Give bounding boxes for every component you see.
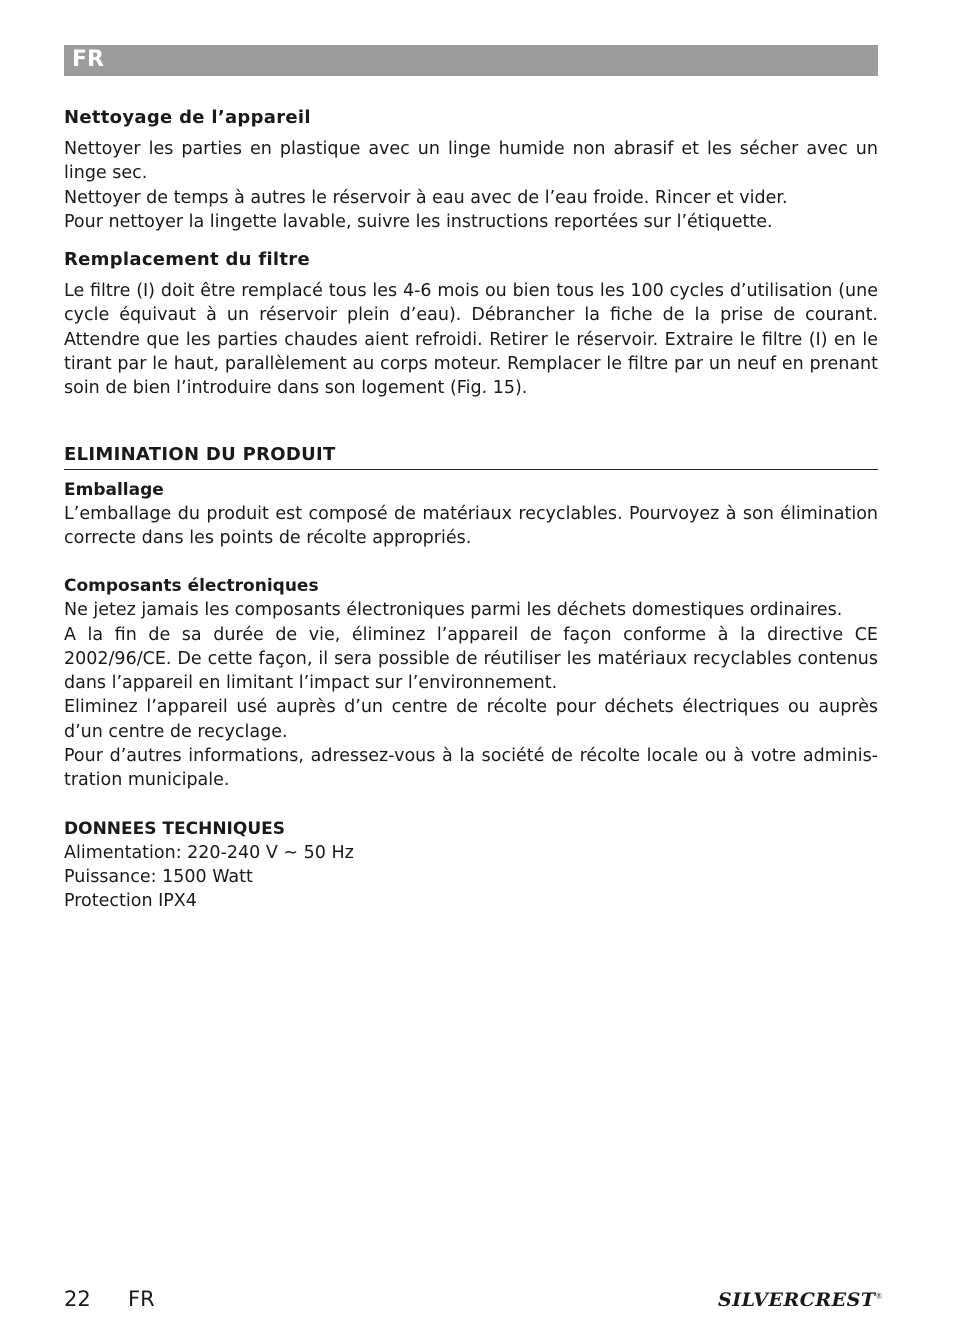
language-label: FR (72, 47, 104, 72)
electronics-paragraph-4: Pour d’autres informations, adressez-vous à la société de récolte locale ou à votre adminis-tration municipale. (64, 746, 878, 791)
electronics-paragraph-3: Eliminez l’appareil usé auprès d’un centre de récolte pour déchets électriques ou auprès d’un centre de recyclage. (64, 697, 878, 742)
tech-protection: Protection IPX4 (64, 891, 197, 912)
page-number: 22 (64, 1287, 91, 1311)
filter-paragraph: Le filtre (I) doit être remplacé tous les 4-6 mois ou bien tous les 100 cycles d’utilisation (une cycle équivaut à un réservoir plein d’eau). Débrancher la fiche de la prise de courant. Attendre que les parties chaudes aient refroidi. Retirer le réservoir. Extraire le filtre (I) en le tirant par le haut, parallèlement au corps moteur. Remplacer le filtre par un neuf en prenant soin de bien l’introduire dans son logement (Fig. 15). (64, 281, 878, 399)
packaging-title: Emballage (64, 479, 164, 500)
electronics-title: Composants électroniques (64, 576, 319, 597)
page-content (64, 106, 878, 914)
section-title-cleaning: Nettoyage de l’appareil (64, 107, 311, 128)
electronics-paragraph-2: A la fin de sa durée de vie, éliminez l’appareil de façon conforme à la directive CE 2002/96/CE. De cette façon, il sera possible de réutiliser les matériaux recyclables contenus dans l’appareil en limitant l’impact sur l’environnement. (64, 624, 878, 694)
section-divider (64, 469, 878, 470)
footer-language: FR (128, 1287, 155, 1311)
section-title-disposal: ELIMINATION DU PRODUIT (64, 443, 336, 465)
cleaning-paragraph-2: Nettoyer de temps à autres le réservoir à eau avec de l’eau froide. Rincer et vider. (64, 187, 788, 208)
brand-name: SILVERCREST (718, 1289, 876, 1311)
electronics-paragraph-1: Ne jetez jamais les composants électroniques parmi les déchets domestiques ordinaires. (64, 600, 843, 621)
language-header-bar (64, 45, 878, 76)
section-title-filter: Remplacement du filtre (64, 249, 310, 271)
brand-logo (718, 1289, 883, 1311)
packaging-paragraph: L’emballage du produit est composé de matériaux recyclables. Pourvoyez à son élimination correcte dans les points de récolte appropriés. (64, 503, 878, 548)
section-title-tech-data: DONNEES TECHNIQUES (64, 818, 285, 839)
cleaning-paragraph-1: Nettoyer les parties en plastique avec un linge humide non abrasif et les sécher avec un linge sec. (64, 139, 878, 184)
tech-power: Puissance: 1500 Watt (64, 866, 253, 887)
registered-mark: ® (875, 1292, 883, 1301)
cleaning-paragraph-3: Pour nettoyer la lingette lavable, suivre les instructions reportées sur l’étiquette. (64, 211, 773, 232)
tech-power-supply: Alimentation: 220-240 V ~ 50 Hz (64, 842, 354, 863)
